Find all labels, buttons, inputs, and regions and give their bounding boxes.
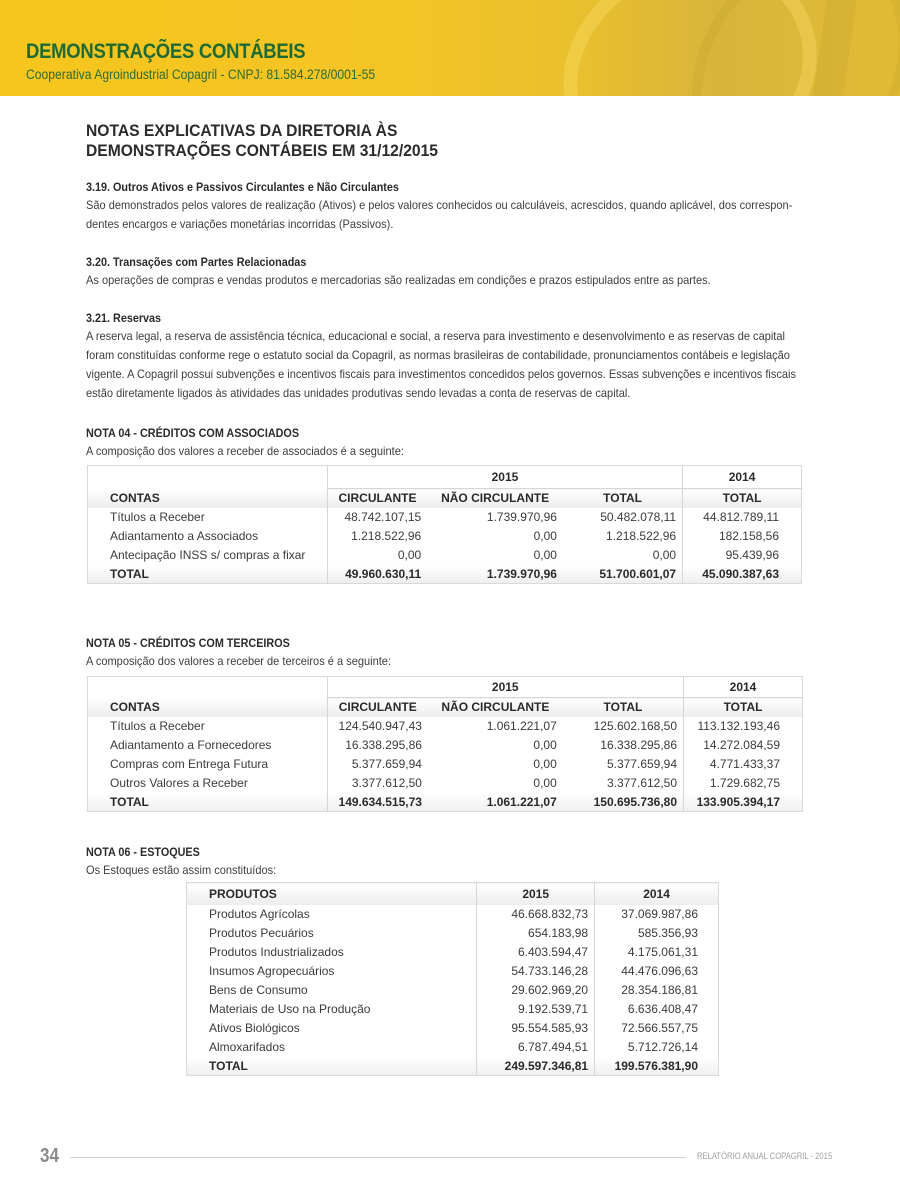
cell-value: 95.554.585,93 xyxy=(477,1019,595,1038)
section-heading: 3.20. Transações com Partes Relacionadas xyxy=(86,255,307,269)
section-heading: 3.21. Reservas xyxy=(86,311,162,325)
nota-04 xyxy=(86,424,432,461)
total-value: 249.597.346,81 xyxy=(477,1057,595,1076)
table-row xyxy=(187,962,719,981)
table-row xyxy=(187,981,719,1000)
total-value: 1.739.970,96 xyxy=(427,565,563,584)
page-number: 34 xyxy=(40,1145,59,1167)
table-header-row xyxy=(187,883,719,905)
page-title-line2: DEMONSTRAÇÕES CONTÁBEIS EM 31/12/2015 xyxy=(86,141,439,160)
cell-value: 28.354.186,81 xyxy=(595,981,719,1000)
cell-value: 6.787.494,51 xyxy=(477,1038,595,1057)
footer-divider xyxy=(70,1157,686,1158)
cell-value: 95.439,96 xyxy=(683,546,802,565)
table-row xyxy=(187,1038,719,1057)
cell-label: Ativos Biológicos xyxy=(209,1021,300,1035)
cell-value: 48.742.107,15 xyxy=(327,508,427,527)
cell-value: 124.540.947,43 xyxy=(327,717,428,736)
col-header: NÃO CIRCULANTE xyxy=(428,698,563,717)
cell-value: 0,00 xyxy=(533,529,557,543)
total-label: TOTAL xyxy=(88,793,328,812)
table-header-row xyxy=(88,489,802,508)
cell-value: 16.338.295,86 xyxy=(327,736,428,755)
text-line: A composição dos valores a receber de associados é a seguinte: xyxy=(86,444,404,458)
table-creditos-terceiros xyxy=(87,676,803,812)
cell-value: 3.377.612,50 xyxy=(327,774,428,793)
table-year-row xyxy=(88,677,803,698)
cell-label: Insumos Agropecuários xyxy=(209,964,335,978)
text-line: dentes encargos e variações monetárias incorridas (Passivos). xyxy=(86,217,394,231)
table-header-row xyxy=(88,698,803,717)
table-row xyxy=(187,1019,719,1038)
cell-value: 5.377.659,94 xyxy=(327,755,428,774)
cell-label: Adiantamento a Associados xyxy=(110,529,259,543)
cell-value: 46.668.832,73 xyxy=(477,905,595,924)
cell-value: 3.377.612,50 xyxy=(606,776,678,790)
total-value: 49.960.630,11 xyxy=(327,565,427,584)
table-row xyxy=(187,905,719,924)
total-value: 51.700.601,07 xyxy=(563,565,683,584)
table-row xyxy=(88,774,803,793)
table-creditos-associados xyxy=(87,465,802,584)
text-line: Os Estoques estão assim constituídos: xyxy=(86,863,277,877)
section-body xyxy=(86,271,826,290)
section-3-20 xyxy=(86,253,826,290)
cell-value: 182.158,56 xyxy=(683,527,802,546)
text-line: vigente. A Copagril possui subvenções e incentivos fiscais para investimentos concedidos pelos governos. Essas subvenções e incentivos fiscais xyxy=(86,367,797,381)
cell-value: 5.377.659,94 xyxy=(606,757,678,771)
total-value: 150.695.736,80 xyxy=(563,793,684,812)
col-header: NÃO CIRCULANTE xyxy=(427,489,563,508)
section-3-21 xyxy=(86,309,826,403)
cell-label: Produtos Agrícolas xyxy=(209,907,310,921)
cell-value: 44.476.096,63 xyxy=(595,962,719,981)
section-3-19 xyxy=(86,178,826,234)
table-row xyxy=(88,508,802,527)
col-header: CONTAS xyxy=(88,489,328,508)
col-header: CIRCULANTE xyxy=(327,489,427,508)
cell-value: 4.771.433,37 xyxy=(684,755,803,774)
cell-label: Títulos a Receber xyxy=(110,719,205,733)
section-body xyxy=(86,196,826,234)
col-header: PRODUTOS xyxy=(187,883,477,905)
table-row xyxy=(187,924,719,943)
table-total-row xyxy=(88,793,803,812)
table-total-row xyxy=(88,565,802,584)
table-row xyxy=(187,1000,719,1019)
text-line: foram constituídas conforme rege o estatuto social da Copagril, as normas brasileiras de contabilidade, pronunciamentos contábeis e legislação xyxy=(86,348,790,362)
cell-value: 4.175.061,31 xyxy=(595,943,719,962)
table-row xyxy=(88,736,803,755)
cell-value: 113.132.193,46 xyxy=(684,717,803,736)
cell-label: Produtos Pecuários xyxy=(209,926,314,940)
cell-value: 0,00 xyxy=(533,548,557,562)
total-value: 133.905.394,17 xyxy=(684,793,803,812)
nota-intro xyxy=(86,861,293,880)
col-header: 2015 xyxy=(477,883,595,905)
cell-label: Almoxarifados xyxy=(209,1040,286,1054)
table-row xyxy=(88,527,802,546)
total-value: 45.090.387,63 xyxy=(683,565,802,584)
cell-value: 37.069.987,86 xyxy=(595,905,719,924)
cell-value: 1.061.221,07 xyxy=(486,719,557,733)
col-header: TOTAL xyxy=(563,489,683,508)
cell-label: Antecipação INSS s/ compras a fixar xyxy=(110,548,306,562)
table-row xyxy=(187,943,719,962)
cell-value: 6.403.594,47 xyxy=(477,943,595,962)
year-2015: 2015 xyxy=(327,466,682,489)
cell-value: 654.183,98 xyxy=(477,924,595,943)
banner-title: DEMONSTRAÇÕES CONTÁBEIS xyxy=(26,40,306,63)
total-label: TOTAL xyxy=(187,1057,477,1076)
table-year-row xyxy=(88,466,802,489)
cell-value: 29.602.969,20 xyxy=(477,981,595,1000)
table-row xyxy=(88,755,803,774)
text-line: estão diretamente ligados às atividades das unidades produtivas sendo levadas a conta de reservas de capital. xyxy=(86,386,631,400)
cell-value: 6.636.408,47 xyxy=(595,1000,719,1019)
cell-value: 44.812.789,11 xyxy=(683,508,802,527)
text-line: A composição dos valores a receber de terceiros é a seguinte: xyxy=(86,654,392,668)
cell-label: Bens de Consumo xyxy=(209,983,308,997)
table-estoques xyxy=(186,882,719,1076)
nota-intro xyxy=(86,442,432,461)
year-2014: 2014 xyxy=(683,466,802,489)
total-value: 199.576.381,90 xyxy=(595,1057,719,1076)
cell-value: 1.729.682,75 xyxy=(684,774,803,793)
banner-subtitle: Cooperativa Agroindustrial Copagril - CNPJ: 81.584.278/0001-55 xyxy=(26,67,376,82)
cell-value: 54.733.146,28 xyxy=(477,962,595,981)
year-2015: 2015 xyxy=(327,677,684,698)
cell-value: 50.482.078,11 xyxy=(600,510,677,524)
year-2014: 2014 xyxy=(684,677,803,698)
cell-value: 0,00 xyxy=(533,738,557,752)
cell-value: 16.338.295,86 xyxy=(600,738,678,752)
cell-value: 1.739.970,96 xyxy=(486,510,557,524)
section-heading: 3.19. Outros Ativos e Passivos Circulantes e Não Circulantes xyxy=(86,180,399,194)
text-line: São demonstrados pelos valores de realização (Ativos) e pelos valores conhecidos ou calculáveis, acrescidos, quando aplicável, dos correspon- xyxy=(86,198,793,212)
total-value: 1.061.221,07 xyxy=(428,793,563,812)
col-header: CONTAS xyxy=(88,698,328,717)
cell-value: 125.602.168,50 xyxy=(593,719,678,733)
nota-heading: NOTA 06 - ESTOQUES xyxy=(86,845,200,859)
cell-value: 5.712.726,14 xyxy=(595,1038,719,1057)
table-total-row xyxy=(187,1057,719,1076)
cell-value: 0,00 xyxy=(652,548,677,562)
col-header: TOTAL xyxy=(683,489,802,508)
total-value: 149.634.515,73 xyxy=(327,793,428,812)
cell-label: Materiais de Uso na Produção xyxy=(209,1002,371,1016)
text-line: A reserva legal, a reserva de assistência técnica, educacional e social, a reserva para investimento e desenvolvimento e as reservas de capital xyxy=(86,329,785,343)
footer-report-name: RELATÓRIO ANUAL COPAGRIL - 2015 xyxy=(697,1151,833,1161)
cell-value: 0,00 xyxy=(533,757,557,771)
cell-label: Compras com Entrega Futura xyxy=(110,757,269,771)
cell-label: Produtos Industrializados xyxy=(209,945,344,959)
cell-label: Adiantamento a Fornecedores xyxy=(110,738,272,752)
total-label: TOTAL xyxy=(88,565,328,584)
cell-value: 585.356,93 xyxy=(595,924,719,943)
cell-value: 14.272.084,59 xyxy=(684,736,803,755)
section-body xyxy=(86,327,826,403)
nota-intro xyxy=(86,652,418,671)
text-line: As operações de compras e vendas produtos e mercadorias são realizadas em condições e prazos estipulados entre as partes. xyxy=(86,273,711,287)
cell-value: 72.566.557,75 xyxy=(595,1019,719,1038)
col-header: CIRCULANTE xyxy=(327,698,428,717)
table-row xyxy=(88,546,802,565)
nota-05 xyxy=(86,634,418,671)
cell-value: 0,00 xyxy=(327,546,427,565)
cell-label: Outros Valores a Receber xyxy=(110,776,248,790)
cell-value: 1.218.522,96 xyxy=(606,529,677,543)
cell-value: 9.192.539,71 xyxy=(477,1000,595,1019)
nota-heading: NOTA 04 - CRÉDITOS COM ASSOCIADOS xyxy=(86,426,300,440)
nota-06 xyxy=(86,843,293,880)
col-header: TOTAL xyxy=(563,698,684,717)
cell-label: Títulos a Receber xyxy=(110,510,205,524)
cell-value: 0,00 xyxy=(533,776,557,790)
page-title xyxy=(86,121,438,161)
col-header: 2014 xyxy=(595,883,719,905)
table-row xyxy=(88,717,803,736)
page-title-line1: NOTAS EXPLICATIVAS DA DIRETORIA ÀS xyxy=(86,121,398,140)
col-header: TOTAL xyxy=(684,698,803,717)
cell-value: 1.218.522,96 xyxy=(327,527,427,546)
nota-heading: NOTA 05 - CRÉDITOS COM TERCEIROS xyxy=(86,636,290,650)
header-banner xyxy=(0,0,900,96)
